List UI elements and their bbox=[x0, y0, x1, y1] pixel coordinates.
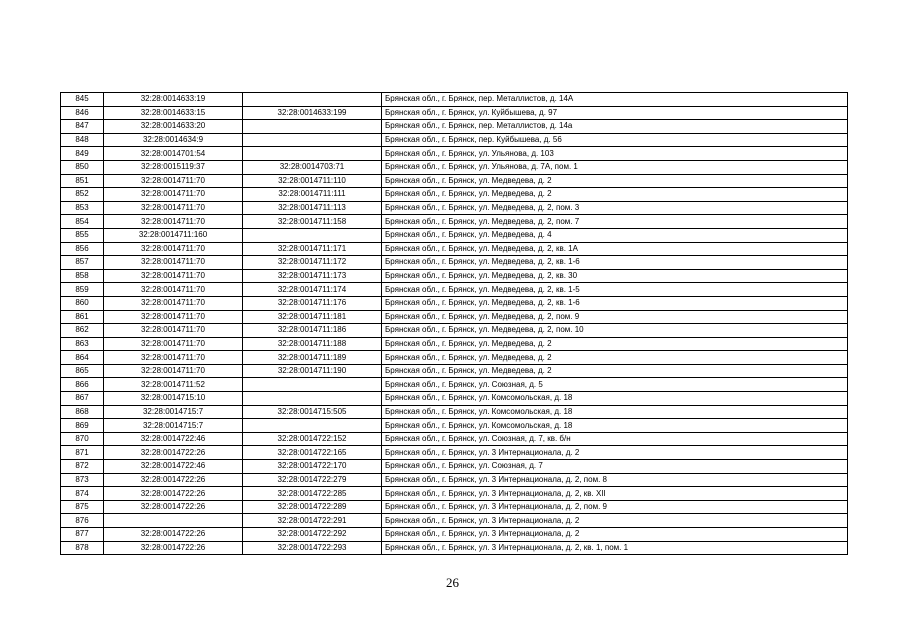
row-number-cell: 872 bbox=[61, 460, 104, 474]
row-number-cell: 861 bbox=[61, 310, 104, 324]
table-row bbox=[61, 106, 848, 120]
address-cell: Брянская обл., г. Брянск, ул. 3 Интернационала, д. 2, кв. 1, пом. 1 bbox=[382, 541, 848, 555]
table-row bbox=[61, 133, 848, 147]
table-row bbox=[61, 283, 848, 297]
address-cell: Брянская обл., г. Брянск, ул. Комсомольская, д. 18 bbox=[382, 419, 848, 433]
address-cell: Брянская обл., г. Брянск, пер. Куйбышева, д. 56 bbox=[382, 133, 848, 147]
row-number-cell: 845 bbox=[61, 93, 104, 107]
table-row bbox=[61, 242, 848, 256]
object-cadastral-number-cell: 32:28:0014711:172 bbox=[243, 256, 382, 270]
table-row bbox=[61, 500, 848, 514]
object-cadastral-number-cell: 32:28:0014711:176 bbox=[243, 296, 382, 310]
object-cadastral-number-cell bbox=[243, 228, 382, 242]
cadastral-number-cell: 32:28:0014633:20 bbox=[104, 120, 243, 134]
address-cell: Брянская обл., г. Брянск, ул. Медведева, д. 2, пом. 9 bbox=[382, 310, 848, 324]
address-cell: Брянская обл., г. Брянск, ул. Медведева, д. 2, кв. 1-6 bbox=[382, 256, 848, 270]
table-row bbox=[61, 201, 848, 215]
cadastral-number-cell: 32:28:0014715:10 bbox=[104, 392, 243, 406]
cadastral-number-cell: 32:28:0014711:70 bbox=[104, 324, 243, 338]
row-number-cell: 870 bbox=[61, 432, 104, 446]
cadastral-number-cell: 32:28:0014711:70 bbox=[104, 283, 243, 297]
table-row bbox=[61, 528, 848, 542]
row-number-cell: 846 bbox=[61, 106, 104, 120]
cadastral-number-cell: 32:28:0014722:26 bbox=[104, 487, 243, 501]
row-number-cell: 876 bbox=[61, 514, 104, 528]
table-row bbox=[61, 473, 848, 487]
object-cadastral-number-cell bbox=[243, 93, 382, 107]
address-cell: Брянская обл., г. Брянск, ул. Комсомольская, д. 18 bbox=[382, 392, 848, 406]
address-cell: Брянская обл., г. Брянск, ул. Медведева, д. 2 bbox=[382, 174, 848, 188]
row-number-cell: 875 bbox=[61, 500, 104, 514]
object-cadastral-number-cell: 32:28:0014711:190 bbox=[243, 364, 382, 378]
address-cell: Брянская обл., г. Брянск, ул. Медведева, д. 4 bbox=[382, 228, 848, 242]
object-cadastral-number-cell: 32:28:0014711:174 bbox=[243, 283, 382, 297]
table-row bbox=[61, 392, 848, 406]
object-cadastral-number-cell: 32:28:0014633:199 bbox=[243, 106, 382, 120]
table-row bbox=[61, 256, 848, 270]
cadastral-number-cell: 32:28:0014722:26 bbox=[104, 541, 243, 555]
cadastral-number-cell: 32:28:0014711:70 bbox=[104, 310, 243, 324]
object-cadastral-number-cell: 32:28:0014715:505 bbox=[243, 405, 382, 419]
address-cell: Брянская обл., г. Брянск, ул. Медведева, д. 2, кв. 1А bbox=[382, 242, 848, 256]
row-number-cell: 862 bbox=[61, 324, 104, 338]
cadastral-number-cell: 32:28:0014722:26 bbox=[104, 446, 243, 460]
table-row bbox=[61, 188, 848, 202]
address-cell: Брянская обл., г. Брянск, ул. 3 Интернационала, д. 2, пом. 9 bbox=[382, 500, 848, 514]
address-cell: Брянская обл., г. Брянск, ул. 3 Интернационала, д. 2, кв. XII bbox=[382, 487, 848, 501]
row-number-cell: 860 bbox=[61, 296, 104, 310]
object-cadastral-number-cell: 32:28:0014722:165 bbox=[243, 446, 382, 460]
object-cadastral-number-cell: 32:28:0014711:186 bbox=[243, 324, 382, 338]
address-cell: Брянская обл., г. Брянск, ул. Медведева, д. 2, пом. 3 bbox=[382, 201, 848, 215]
table-row bbox=[61, 446, 848, 460]
address-cell: Брянская обл., г. Брянск, ул. Медведева, д. 2 bbox=[382, 337, 848, 351]
address-cell: Брянская обл., г. Брянск, ул. 3 Интернационала, д. 2 bbox=[382, 446, 848, 460]
address-cell: Брянская обл., г. Брянск, ул. Медведева, д. 2, кв. 1-6 bbox=[382, 296, 848, 310]
table-row bbox=[61, 310, 848, 324]
cadastral-number-cell: 32:28:0014711:70 bbox=[104, 256, 243, 270]
address-cell: Брянская обл., г. Брянск, ул. Медведева, д. 2, пом. 10 bbox=[382, 324, 848, 338]
table-row bbox=[61, 337, 848, 351]
address-cell: Брянская обл., г. Брянск, ул. Медведева, д. 2, кв. 1-5 bbox=[382, 283, 848, 297]
address-cell: Брянская обл., г. Брянск, ул. Медведева, д. 2 bbox=[382, 188, 848, 202]
row-number-cell: 847 bbox=[61, 120, 104, 134]
table-row bbox=[61, 296, 848, 310]
cadastral-number-cell: 32:28:0014633:15 bbox=[104, 106, 243, 120]
object-cadastral-number-cell: 32:28:0014722:152 bbox=[243, 432, 382, 446]
table-row bbox=[61, 215, 848, 229]
row-number-cell: 849 bbox=[61, 147, 104, 161]
cadastral-number-cell: 32:28:0014711:160 bbox=[104, 228, 243, 242]
page-number: 26 bbox=[446, 575, 459, 590]
row-number-cell: 850 bbox=[61, 160, 104, 174]
object-cadastral-number-cell: 32:28:0014722:285 bbox=[243, 487, 382, 501]
row-number-cell: 874 bbox=[61, 487, 104, 501]
row-number-cell: 852 bbox=[61, 188, 104, 202]
cadastral-number-cell: 32:28:0014711:70 bbox=[104, 351, 243, 365]
object-cadastral-number-cell: 32:28:0014722:279 bbox=[243, 473, 382, 487]
address-cell: Брянская обл., г. Брянск, ул. Ульянова, д. 103 bbox=[382, 147, 848, 161]
object-cadastral-number-cell bbox=[243, 392, 382, 406]
table-row bbox=[61, 419, 848, 433]
address-cell: Брянская обл., г. Брянск, ул. Ульянова, д. 7А, пом. 1 bbox=[382, 160, 848, 174]
object-cadastral-number-cell: 32:28:0014722:289 bbox=[243, 500, 382, 514]
cadastral-number-cell bbox=[104, 514, 243, 528]
address-cell: Брянская обл., г. Брянск, ул. 3 Интернационала, д. 2 bbox=[382, 528, 848, 542]
address-cell: Брянская обл., г. Брянск, ул. 3 Интернационала, д. 2 bbox=[382, 514, 848, 528]
row-number-cell: 857 bbox=[61, 256, 104, 270]
row-number-cell: 854 bbox=[61, 215, 104, 229]
cadastral-number-cell: 32:28:0014701:54 bbox=[104, 147, 243, 161]
cadastral-number-cell: 32:28:0014711:52 bbox=[104, 378, 243, 392]
cadastral-number-cell: 32:28:0014711:70 bbox=[104, 242, 243, 256]
cadastral-number-cell: 32:28:0014634:9 bbox=[104, 133, 243, 147]
table-row bbox=[61, 93, 848, 107]
object-cadastral-number-cell: 32:28:0014711:110 bbox=[243, 174, 382, 188]
table-row bbox=[61, 174, 848, 188]
address-cell: Брянская обл., г. Брянск, ул. 3 Интернационала, д. 2, пом. 8 bbox=[382, 473, 848, 487]
row-number-cell: 869 bbox=[61, 419, 104, 433]
address-cell: Брянская обл., г. Брянск, ул. Медведева, д. 2 bbox=[382, 351, 848, 365]
object-cadastral-number-cell: 32:28:0014711:181 bbox=[243, 310, 382, 324]
address-cell: Брянская обл., г. Брянск, ул. Медведева, д. 2 bbox=[382, 364, 848, 378]
row-number-cell: 867 bbox=[61, 392, 104, 406]
cadastral-number-cell: 32:28:0014633:19 bbox=[104, 93, 243, 107]
cadastral-number-cell: 32:28:0014711:70 bbox=[104, 269, 243, 283]
object-cadastral-number-cell: 32:28:0014711:158 bbox=[243, 215, 382, 229]
object-cadastral-number-cell: 32:28:0014711:173 bbox=[243, 269, 382, 283]
address-cell: Брянская обл., г. Брянск, пер. Металлистов, д. 14а bbox=[382, 120, 848, 134]
table-row bbox=[61, 269, 848, 283]
object-cadastral-number-cell: 32:28:0014711:188 bbox=[243, 337, 382, 351]
table-row bbox=[61, 351, 848, 365]
object-cadastral-number-cell: 32:28:0014722:293 bbox=[243, 541, 382, 555]
row-number-cell: 871 bbox=[61, 446, 104, 460]
row-number-cell: 851 bbox=[61, 174, 104, 188]
table-row bbox=[61, 487, 848, 501]
object-cadastral-number-cell: 32:28:0014711:171 bbox=[243, 242, 382, 256]
cadastral-number-cell: 32:28:0014711:70 bbox=[104, 364, 243, 378]
object-cadastral-number-cell bbox=[243, 120, 382, 134]
row-number-cell: 864 bbox=[61, 351, 104, 365]
object-cadastral-number-cell bbox=[243, 419, 382, 433]
row-number-cell: 856 bbox=[61, 242, 104, 256]
row-number-cell: 877 bbox=[61, 528, 104, 542]
cadastral-number-cell: 32:28:0014711:70 bbox=[104, 337, 243, 351]
address-cell: Брянская обл., г. Брянск, ул. Союзная, д. 5 bbox=[382, 378, 848, 392]
row-number-cell: 853 bbox=[61, 201, 104, 215]
table-row bbox=[61, 120, 848, 134]
cadastral-number-cell: 32:28:0014722:26 bbox=[104, 528, 243, 542]
cadastral-number-cell: 32:28:0014711:70 bbox=[104, 188, 243, 202]
address-cell: Брянская обл., г. Брянск, ул. Медведева, д. 2, кв. 30 bbox=[382, 269, 848, 283]
table-row bbox=[61, 324, 848, 338]
row-number-cell: 866 bbox=[61, 378, 104, 392]
address-cell: Брянская обл., г. Брянск, пер. Металлистов, д. 14А bbox=[382, 93, 848, 107]
cadastral-number-cell: 32:28:0015119:37 bbox=[104, 160, 243, 174]
address-cell: Брянская обл., г. Брянск, ул. Куйбышева, д. 97 bbox=[382, 106, 848, 120]
table-row bbox=[61, 160, 848, 174]
table-body bbox=[61, 93, 848, 555]
object-cadastral-number-cell: 32:28:0014711:189 bbox=[243, 351, 382, 365]
property-register-table bbox=[60, 92, 848, 555]
row-number-cell: 859 bbox=[61, 283, 104, 297]
cadastral-number-cell: 32:28:0014711:70 bbox=[104, 296, 243, 310]
table-row bbox=[61, 405, 848, 419]
table-row bbox=[61, 147, 848, 161]
row-number-cell: 858 bbox=[61, 269, 104, 283]
table-row bbox=[61, 541, 848, 555]
address-cell: Брянская обл., г. Брянск, ул. Комсомольская, д. 18 bbox=[382, 405, 848, 419]
object-cadastral-number-cell: 32:28:0014722:291 bbox=[243, 514, 382, 528]
object-cadastral-number-cell bbox=[243, 378, 382, 392]
cadastral-number-cell: 32:28:0014711:70 bbox=[104, 201, 243, 215]
cadastral-number-cell: 32:28:0014722:46 bbox=[104, 432, 243, 446]
cadastral-number-cell: 32:28:0014711:70 bbox=[104, 174, 243, 188]
object-cadastral-number-cell: 32:28:0014703:71 bbox=[243, 160, 382, 174]
object-cadastral-number-cell: 32:28:0014711:111 bbox=[243, 188, 382, 202]
table-row bbox=[61, 432, 848, 446]
object-cadastral-number-cell: 32:28:0014722:292 bbox=[243, 528, 382, 542]
cadastral-number-cell: 32:28:0014722:26 bbox=[104, 500, 243, 514]
cadastral-number-cell: 32:28:0014715:7 bbox=[104, 419, 243, 433]
cadastral-number-cell: 32:28:0014722:26 bbox=[104, 473, 243, 487]
row-number-cell: 868 bbox=[61, 405, 104, 419]
row-number-cell: 873 bbox=[61, 473, 104, 487]
cadastral-number-cell: 32:28:0014715:7 bbox=[104, 405, 243, 419]
row-number-cell: 878 bbox=[61, 541, 104, 555]
row-number-cell: 855 bbox=[61, 228, 104, 242]
cadastral-number-cell: 32:28:0014711:70 bbox=[104, 215, 243, 229]
row-number-cell: 848 bbox=[61, 133, 104, 147]
table-row bbox=[61, 364, 848, 378]
table-row bbox=[61, 378, 848, 392]
object-cadastral-number-cell: 32:28:0014711:113 bbox=[243, 201, 382, 215]
object-cadastral-number-cell bbox=[243, 147, 382, 161]
object-cadastral-number-cell: 32:28:0014722:170 bbox=[243, 460, 382, 474]
cadastral-number-cell: 32:28:0014722:46 bbox=[104, 460, 243, 474]
table-row bbox=[61, 514, 848, 528]
table-row bbox=[61, 460, 848, 474]
address-cell: Брянская обл., г. Брянск, ул. Медведева, д. 2, пом. 7 bbox=[382, 215, 848, 229]
row-number-cell: 863 bbox=[61, 337, 104, 351]
row-number-cell: 865 bbox=[61, 364, 104, 378]
table-row bbox=[61, 228, 848, 242]
object-cadastral-number-cell bbox=[243, 133, 382, 147]
address-cell: Брянская обл., г. Брянск, ул. Союзная, д. 7, кв. б/н bbox=[382, 432, 848, 446]
address-cell: Брянская обл., г. Брянск, ул. Союзная, д. 7 bbox=[382, 460, 848, 474]
